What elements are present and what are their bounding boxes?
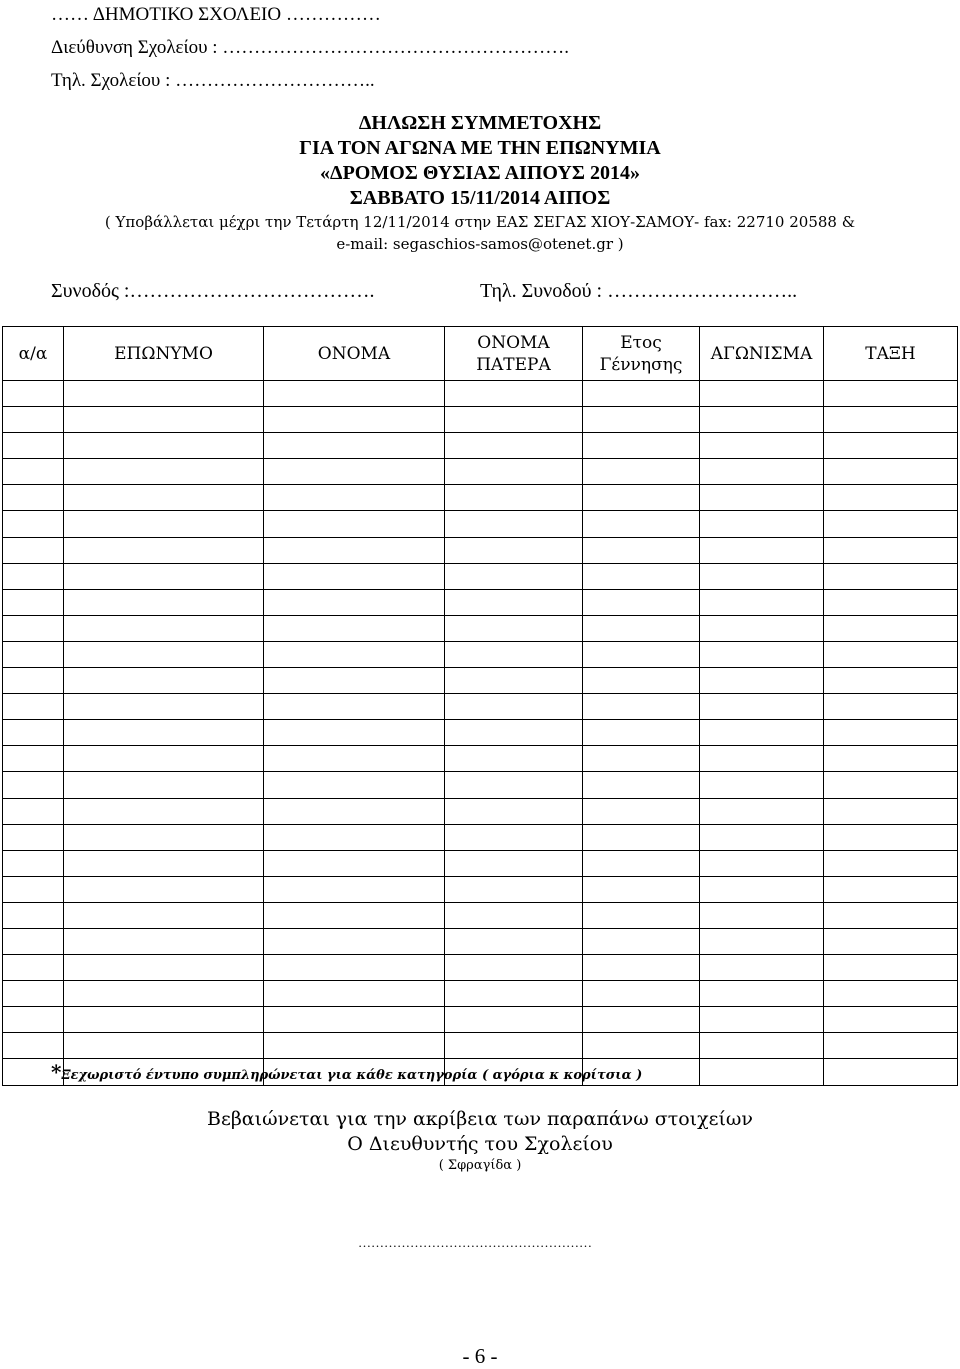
table-cell[interactable] bbox=[700, 668, 824, 694]
escort-phone-field: Τηλ. Συνοδού : ……………………….. bbox=[480, 280, 798, 302]
table-cell[interactable] bbox=[445, 798, 583, 824]
table-cell[interactable] bbox=[3, 955, 64, 981]
table-cell[interactable] bbox=[64, 981, 264, 1007]
table-cell[interactable] bbox=[3, 589, 64, 615]
table-cell[interactable] bbox=[64, 511, 264, 537]
table-cell[interactable] bbox=[264, 563, 445, 589]
table-cell[interactable] bbox=[700, 928, 824, 954]
table-cell[interactable] bbox=[445, 850, 583, 876]
signature-line: ……………………………………………… bbox=[358, 1235, 592, 1250]
table-cell[interactable] bbox=[3, 459, 64, 485]
table-cell[interactable] bbox=[583, 641, 700, 667]
table-row bbox=[3, 511, 958, 537]
table-cell[interactable] bbox=[583, 433, 700, 459]
table-row bbox=[3, 1007, 958, 1033]
col-header-class: ΤΑΞΗ bbox=[824, 327, 958, 381]
table-cell[interactable] bbox=[64, 850, 264, 876]
table-cell[interactable] bbox=[824, 850, 958, 876]
table-cell[interactable] bbox=[445, 615, 583, 641]
table-cell[interactable] bbox=[264, 981, 445, 1007]
school-name: …… ΔΗΜΟΤΙΚΟ ΣΧΟΛΕΙΟ …………… bbox=[51, 4, 381, 25]
title-race-label: ΓΙΑ ΤΟΝ ΑΓΩΝΑ ΜΕ ΤΗΝ ΕΠΩΝΥΜΙΑ bbox=[299, 137, 661, 159]
table-cell[interactable] bbox=[264, 694, 445, 720]
table-cell[interactable] bbox=[445, 746, 583, 772]
table-cell[interactable] bbox=[700, 955, 824, 981]
table-row bbox=[3, 563, 958, 589]
table-row bbox=[3, 589, 958, 615]
table-cell[interactable] bbox=[64, 902, 264, 928]
category-footnote bbox=[51, 1060, 642, 1084]
table-row bbox=[3, 902, 958, 928]
col-header-name: ΟΝΟΜΑ bbox=[264, 327, 445, 381]
title-race-date: ΣΑΒΒΑΤΟ 15/11/2014 ΑΙΠΟΣ bbox=[349, 187, 611, 209]
table-cell[interactable] bbox=[445, 694, 583, 720]
table-cell[interactable] bbox=[824, 537, 958, 563]
seal-label: ( Σφραγίδα ) bbox=[438, 1158, 522, 1173]
table-cell[interactable] bbox=[64, 746, 264, 772]
table-cell[interactable] bbox=[700, 485, 824, 511]
table-cell[interactable] bbox=[445, 641, 583, 667]
submission-email: e-mail: segaschios-samos@otenet.gr ) bbox=[336, 235, 624, 253]
table-cell[interactable] bbox=[264, 1007, 445, 1033]
table-cell[interactable] bbox=[824, 798, 958, 824]
table-cell[interactable] bbox=[3, 902, 64, 928]
table-cell[interactable] bbox=[824, 1007, 958, 1033]
table-cell[interactable] bbox=[700, 459, 824, 485]
table-cell[interactable] bbox=[64, 615, 264, 641]
table-cell[interactable] bbox=[3, 876, 64, 902]
table-cell[interactable] bbox=[3, 694, 64, 720]
table-row bbox=[3, 537, 958, 563]
table-cell[interactable] bbox=[824, 981, 958, 1007]
school-phone: Τηλ. Σχολείου : ………………………….. bbox=[51, 70, 375, 91]
table-cell[interactable] bbox=[3, 1007, 64, 1033]
table-row bbox=[3, 407, 958, 433]
table-cell[interactable] bbox=[824, 876, 958, 902]
table-cell[interactable] bbox=[264, 537, 445, 563]
table-cell[interactable] bbox=[824, 433, 958, 459]
table-cell[interactable] bbox=[445, 955, 583, 981]
table-row bbox=[3, 876, 958, 902]
table-cell[interactable] bbox=[64, 433, 264, 459]
table-cell[interactable] bbox=[700, 589, 824, 615]
table-cell[interactable] bbox=[264, 459, 445, 485]
table-row bbox=[3, 485, 958, 511]
table-cell[interactable] bbox=[64, 876, 264, 902]
table-cell[interactable] bbox=[700, 511, 824, 537]
table-row bbox=[3, 981, 958, 1007]
table-cell[interactable] bbox=[824, 694, 958, 720]
table-cell[interactable] bbox=[583, 824, 700, 850]
table-cell[interactable] bbox=[824, 485, 958, 511]
title-declaration: ΔΗΛΩΣΗ ΣΥΜΜΕΤΟΧΗΣ bbox=[358, 112, 602, 134]
table-row bbox=[3, 928, 958, 954]
table-cell[interactable] bbox=[3, 798, 64, 824]
table-cell[interactable] bbox=[583, 407, 700, 433]
table-row bbox=[3, 615, 958, 641]
col-header-father-name: ΟΝΟΜΑ ΠΑΤΕΡΑ bbox=[445, 327, 583, 381]
table-cell[interactable] bbox=[445, 1033, 583, 1059]
table-cell[interactable] bbox=[445, 537, 583, 563]
table-cell[interactable] bbox=[700, 824, 824, 850]
table-cell[interactable] bbox=[445, 589, 583, 615]
col-header-aa: α/α bbox=[3, 327, 64, 381]
table-cell[interactable] bbox=[824, 720, 958, 746]
table-cell[interactable] bbox=[264, 850, 445, 876]
table-cell[interactable] bbox=[445, 772, 583, 798]
table-cell[interactable] bbox=[3, 981, 64, 1007]
table-cell[interactable] bbox=[824, 746, 958, 772]
table-cell[interactable] bbox=[700, 1033, 824, 1059]
participants-table bbox=[2, 326, 958, 1086]
table-cell[interactable] bbox=[3, 615, 64, 641]
table-cell[interactable] bbox=[3, 668, 64, 694]
table-row bbox=[3, 694, 958, 720]
table-cell[interactable] bbox=[64, 381, 264, 407]
table-cell[interactable] bbox=[700, 537, 824, 563]
table-cell[interactable] bbox=[583, 381, 700, 407]
table-cell[interactable] bbox=[64, 407, 264, 433]
form-title bbox=[0, 111, 960, 255]
table-cell[interactable] bbox=[700, 407, 824, 433]
table-cell[interactable] bbox=[583, 459, 700, 485]
table-cell[interactable] bbox=[583, 772, 700, 798]
table-cell[interactable] bbox=[583, 850, 700, 876]
table-cell[interactable] bbox=[583, 563, 700, 589]
table-cell[interactable] bbox=[64, 563, 264, 589]
table-cell[interactable] bbox=[3, 1033, 64, 1059]
table-cell[interactable] bbox=[264, 641, 445, 667]
table-cell[interactable] bbox=[824, 902, 958, 928]
table-cell[interactable] bbox=[445, 876, 583, 902]
table-cell[interactable] bbox=[583, 537, 700, 563]
table-cell[interactable] bbox=[824, 668, 958, 694]
page-number: - 6 - bbox=[462, 1344, 498, 1368]
table-cell[interactable] bbox=[824, 381, 958, 407]
table-cell[interactable] bbox=[700, 720, 824, 746]
table-cell[interactable] bbox=[583, 720, 700, 746]
table-cell[interactable] bbox=[264, 668, 445, 694]
table-cell[interactable] bbox=[445, 485, 583, 511]
table-cell[interactable] bbox=[824, 1059, 958, 1085]
table-cell[interactable] bbox=[700, 850, 824, 876]
table-cell[interactable] bbox=[445, 459, 583, 485]
table-cell[interactable] bbox=[824, 511, 958, 537]
table-row bbox=[3, 850, 958, 876]
table-cell[interactable] bbox=[700, 615, 824, 641]
table-cell[interactable] bbox=[64, 537, 264, 563]
table-row bbox=[3, 955, 958, 981]
table-cell[interactable] bbox=[3, 381, 64, 407]
table-cell[interactable] bbox=[3, 824, 64, 850]
table-cell[interactable] bbox=[64, 459, 264, 485]
table-header-row bbox=[3, 327, 958, 381]
table-cell[interactable] bbox=[3, 407, 64, 433]
table-cell[interactable] bbox=[700, 798, 824, 824]
table-row bbox=[3, 798, 958, 824]
table-cell[interactable] bbox=[3, 850, 64, 876]
table-cell[interactable] bbox=[583, 876, 700, 902]
escort-name-field: Συνοδός :………………………………. bbox=[51, 280, 375, 302]
principal-label: Ο Διευθυντής του Σχολείου bbox=[347, 1133, 613, 1155]
table-cell[interactable] bbox=[264, 902, 445, 928]
title-race-name: «ΔΡΟΜΟΣ ΘΥΣΙΑΣ ΑΙΠΟΥΣ 2014» bbox=[320, 162, 640, 184]
table-cell[interactable] bbox=[824, 772, 958, 798]
footnote-text: Ξεχωριστό έντυπο συμπληρώνεται για κάθε κατηγορία ( αγόρια κ κορίτσια ) bbox=[61, 1068, 643, 1083]
table-row bbox=[3, 746, 958, 772]
table-cell[interactable] bbox=[700, 381, 824, 407]
table-cell[interactable] bbox=[264, 824, 445, 850]
table-cell[interactable] bbox=[700, 981, 824, 1007]
table-row bbox=[3, 459, 958, 485]
table-cell[interactable] bbox=[583, 511, 700, 537]
table-cell[interactable] bbox=[64, 1033, 264, 1059]
table-row bbox=[3, 1033, 958, 1059]
table-cell[interactable] bbox=[3, 772, 64, 798]
table-cell[interactable] bbox=[3, 563, 64, 589]
table-cell[interactable] bbox=[700, 563, 824, 589]
table-cell[interactable] bbox=[445, 511, 583, 537]
table-cell[interactable] bbox=[264, 928, 445, 954]
submission-note: ( Υποβάλλεται μέχρι την Τετάρτη 12/11/2014 στην ΕΑΣ ΣΕΓΑΣ ΧΙΟΥ-ΣΑΜΟΥ- fax: 22710 20588 & bbox=[104, 213, 856, 231]
table-cell[interactable] bbox=[3, 746, 64, 772]
table-cell[interactable] bbox=[3, 511, 64, 537]
table-cell[interactable] bbox=[64, 798, 264, 824]
table-cell[interactable] bbox=[3, 641, 64, 667]
table-cell[interactable] bbox=[824, 589, 958, 615]
table-cell[interactable] bbox=[445, 407, 583, 433]
table-cell[interactable] bbox=[824, 407, 958, 433]
table-cell[interactable] bbox=[583, 668, 700, 694]
table-row bbox=[3, 433, 958, 459]
table-cell[interactable] bbox=[264, 433, 445, 459]
table-cell[interactable] bbox=[583, 589, 700, 615]
table-cell[interactable] bbox=[583, 981, 700, 1007]
table-cell[interactable] bbox=[264, 1033, 445, 1059]
table-cell[interactable] bbox=[583, 694, 700, 720]
table-cell[interactable] bbox=[583, 615, 700, 641]
table-cell[interactable] bbox=[64, 1007, 264, 1033]
table-cell[interactable] bbox=[824, 459, 958, 485]
table-cell[interactable] bbox=[700, 902, 824, 928]
table-cell[interactable] bbox=[445, 824, 583, 850]
table-row bbox=[3, 381, 958, 407]
table-cell[interactable] bbox=[3, 433, 64, 459]
table-cell[interactable] bbox=[445, 1007, 583, 1033]
school-address: Διεύθυνση Σχολείου : ………………………………………………. bbox=[51, 37, 570, 58]
table-cell[interactable] bbox=[824, 641, 958, 667]
table-cell[interactable] bbox=[3, 720, 64, 746]
table-cell[interactable] bbox=[64, 485, 264, 511]
table-cell[interactable] bbox=[445, 381, 583, 407]
table-cell[interactable] bbox=[700, 1007, 824, 1033]
table-cell[interactable] bbox=[445, 928, 583, 954]
table-cell[interactable] bbox=[3, 537, 64, 563]
table-cell[interactable] bbox=[64, 641, 264, 667]
certification-statement: Βεβαιώνεται για την ακρίβεια των παραπάνω στοιχείων bbox=[207, 1108, 753, 1130]
table-cell[interactable] bbox=[583, 928, 700, 954]
footnote-asterisk: * bbox=[51, 1060, 62, 1084]
table-cell[interactable] bbox=[824, 563, 958, 589]
table-cell[interactable] bbox=[64, 928, 264, 954]
table-cell[interactable] bbox=[824, 824, 958, 850]
table-cell[interactable] bbox=[264, 876, 445, 902]
table-cell[interactable] bbox=[824, 1033, 958, 1059]
table-row bbox=[3, 772, 958, 798]
table-cell[interactable] bbox=[64, 772, 264, 798]
table-cell[interactable] bbox=[445, 981, 583, 1007]
table-cell[interactable] bbox=[700, 1059, 824, 1085]
table-cell[interactable] bbox=[445, 668, 583, 694]
table-cell[interactable] bbox=[445, 563, 583, 589]
table-cell[interactable] bbox=[583, 798, 700, 824]
col-header-birth-year: Ετος Γέννησης bbox=[583, 327, 700, 381]
table-cell[interactable] bbox=[700, 641, 824, 667]
table-cell[interactable] bbox=[583, 955, 700, 981]
table-cell[interactable] bbox=[264, 485, 445, 511]
table-cell[interactable] bbox=[64, 668, 264, 694]
table-cell[interactable] bbox=[700, 433, 824, 459]
table-cell[interactable] bbox=[264, 955, 445, 981]
table-cell[interactable] bbox=[700, 746, 824, 772]
table-cell[interactable] bbox=[64, 694, 264, 720]
col-header-event: ΑΓΩΝΙΣΜΑ bbox=[700, 327, 824, 381]
table-cell[interactable] bbox=[264, 615, 445, 641]
table-cell[interactable] bbox=[264, 720, 445, 746]
table-cell[interactable] bbox=[445, 902, 583, 928]
table-cell[interactable] bbox=[64, 720, 264, 746]
table-cell[interactable] bbox=[583, 1007, 700, 1033]
table-cell[interactable] bbox=[264, 798, 445, 824]
table-cell[interactable] bbox=[700, 772, 824, 798]
table-cell[interactable] bbox=[824, 955, 958, 981]
table-cell[interactable] bbox=[445, 720, 583, 746]
table-cell[interactable] bbox=[583, 1033, 700, 1059]
table-cell[interactable] bbox=[583, 902, 700, 928]
table-cell[interactable] bbox=[583, 485, 700, 511]
table-cell[interactable] bbox=[824, 928, 958, 954]
table-cell[interactable] bbox=[700, 694, 824, 720]
table-row bbox=[3, 668, 958, 694]
table-cell[interactable] bbox=[264, 511, 445, 537]
table-cell[interactable] bbox=[264, 589, 445, 615]
table-cell[interactable] bbox=[264, 381, 445, 407]
table-cell[interactable] bbox=[583, 746, 700, 772]
col-header-surname: ΕΠΩΝΥΜΟ bbox=[64, 327, 264, 381]
table-cell[interactable] bbox=[824, 615, 958, 641]
table-row bbox=[3, 641, 958, 667]
table-cell[interactable] bbox=[264, 407, 445, 433]
table-cell[interactable] bbox=[264, 772, 445, 798]
table-cell[interactable] bbox=[64, 955, 264, 981]
table-cell[interactable] bbox=[3, 928, 64, 954]
table-cell[interactable] bbox=[264, 746, 445, 772]
table-row bbox=[3, 720, 958, 746]
table-cell[interactable] bbox=[64, 589, 264, 615]
table-cell[interactable] bbox=[700, 876, 824, 902]
table-row bbox=[3, 824, 958, 850]
table-cell[interactable] bbox=[64, 824, 264, 850]
table-cell[interactable] bbox=[445, 433, 583, 459]
table-cell[interactable] bbox=[3, 485, 64, 511]
